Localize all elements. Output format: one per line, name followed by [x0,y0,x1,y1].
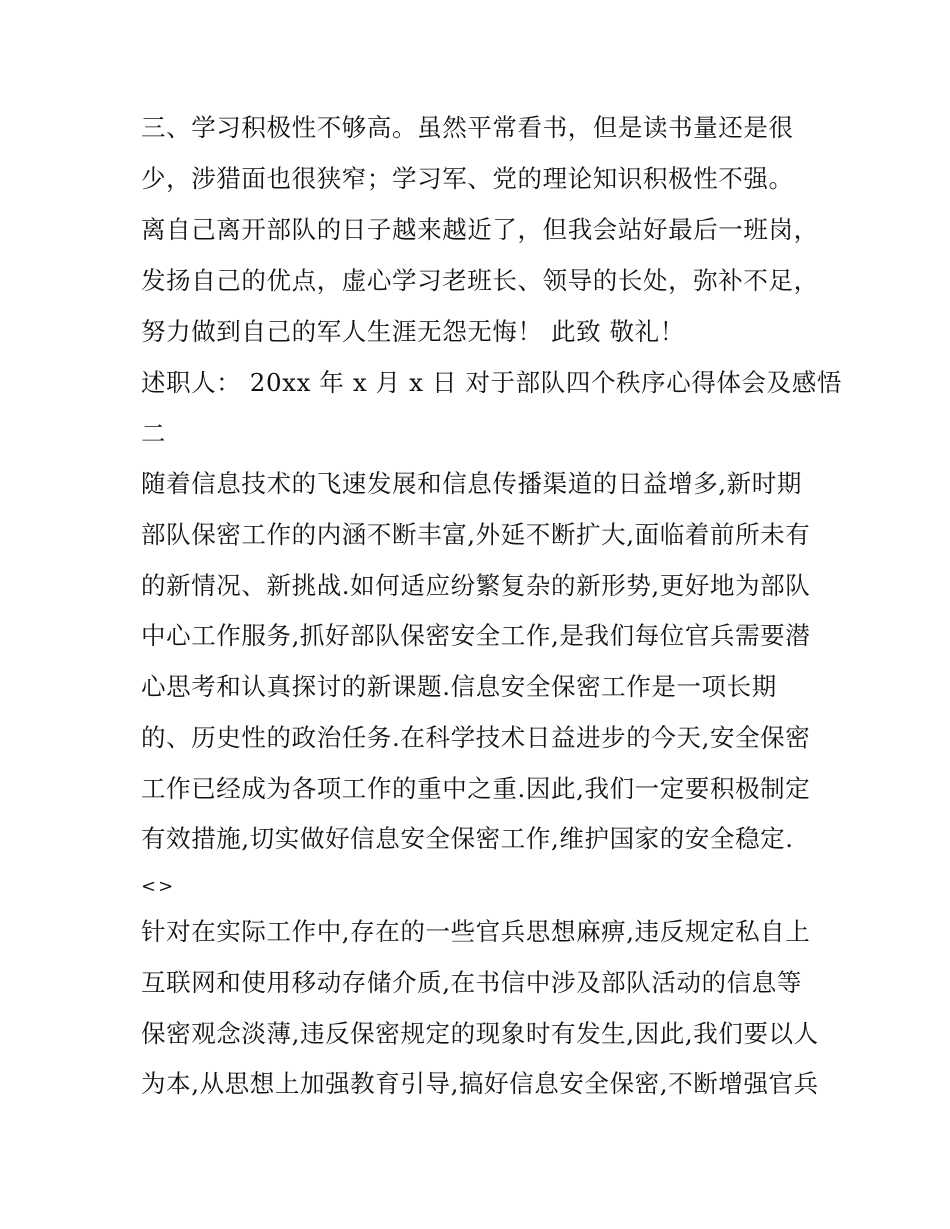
text-line-12: 心思考和认真探讨的新课题.信息安全保密工作是一项长期 [141,672,777,701]
text-line-17: 针对在实际工作中,存在的一些官兵思想麻痹,违反规定私自上 [141,917,811,946]
text-line-2: 少，涉猎面也很狭窄；学习军、党的理论知识积极性不强。 [141,164,794,193]
text-line-4: 发扬自己的优点，虚心学习老班长、领导的长处，弥补不足， [141,266,819,295]
text-line-11: 中心工作服务,抓好部队保密安全工作,是我们每位官兵需要潜 [141,621,811,650]
text-line-15: 有效措施,切实做好信息安全保密工作,维护国家的安全稳定. [141,824,794,853]
text-line-16: <> [141,876,176,897]
text-line-5: 努力做到自己的军人生涯无怨无悔！ 此致 敬礼！ [141,317,685,346]
text-line-7: 二 [141,419,167,448]
text-line-10: 的新情况、新挑战.如何适应纷繁复杂的新形势,更好地为部队 [141,571,811,600]
text-line-18: 互联网和使用移动存储介质,在书信中涉及部队活动的信息等 [141,968,802,997]
text-line-20: 为本,从思想上加强教育引导,搞好信息安全保密,不断增强官兵 [141,1069,819,1098]
text-line-3: 离自己离开部队的日子越来越近了，但我会站好最后一班岗， [141,215,819,244]
text-line-6: 述职人： 20xx 年 x 月 x 日 对于部队四个秩序心得体会及感悟 [141,368,842,397]
text-line-19: 保密观念淡薄,违反保密规定的现象时有发生,因此,我们要以人 [141,1019,819,1048]
text-line-8: 随着信息技术的飞速发展和信息传播渠道的日益增多,新时期 [141,469,802,498]
text-line-1: 三、学习积极性不够高。虽然平常看书，但是读书量还是很 [141,113,794,142]
text-line-13: 的、历史性的政治任务.在科学技术日益进步的今天,安全保密 [141,723,811,752]
text-line-14: 工作已经成为各项工作的重中之重.因此,我们一定要积极制定 [141,774,811,803]
text-line-9: 部队保密工作的内涵不断丰富,外延不断扩大,面临着前所未有 [141,520,811,549]
